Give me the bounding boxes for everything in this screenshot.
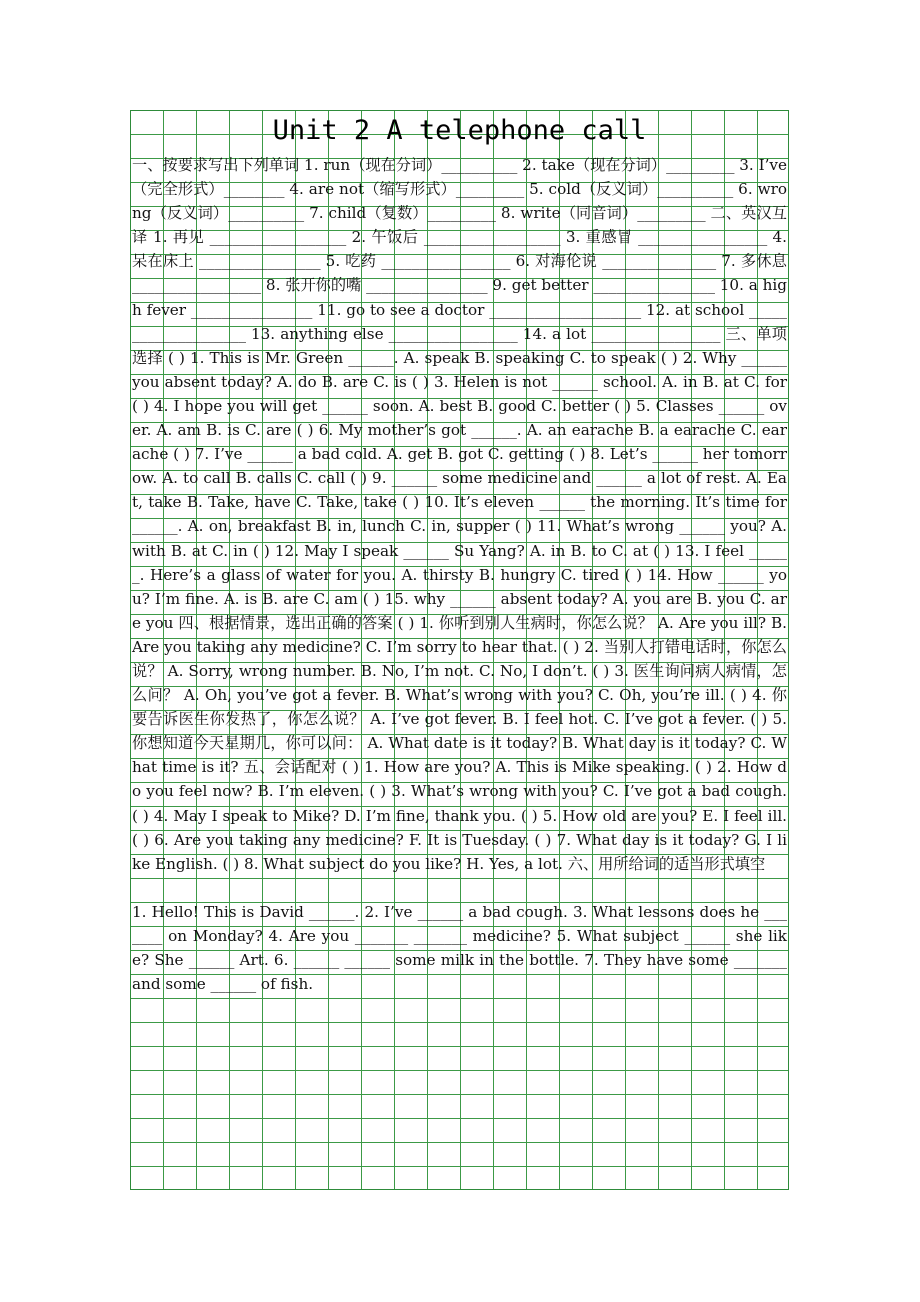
- paragraph-gap: [132, 876, 787, 900]
- worksheet-body: [131, 153, 788, 996]
- page-title: Unit 2 A telephone call: [272, 115, 647, 146]
- worksheet-page: [130, 110, 789, 1190]
- exercise-paragraph-fill: 1. Hello! This is David ______. 2. I’ve ______ a bad cough. 3. What lessons does he _______ on Monday? 4. Are you _______ _______ medicine? 5. What subject ______ she like? She ______ Art. 6. ______ ______ some milk in the bottle. 7. They have some _______ and some ______ of fish.: [132, 902, 787, 994]
- exercise-paragraph-main: 一、按要求写出下列单词 1. run（现在分词）__________ 2. take（现在分词）_________ 3. I’ve（完全形式）________ 4. are not（缩写形式）_________ 5. cold（反义词）__________ 6. wrong（反义词）__________ 7. child（复数）_________ 8. write（同音词）_________ 二、英汉互译 1. 再见 __________________ 2. 午饭后 __________________ 3. 重感冒 _________________ 4. 呆在床上 ________________ 5. 吃药 _________________ 6. 对海伦说 _______________ 7. 多休息 _________________ 8. 张开你的嘴 ________________ 9. get better ________________ 10. a high fever ________________ 11. go to see a doctor ____________________ 12. at school ____________________ 13. anything else _________________ 14. a lot _________________ 三、单项选择 ( ) 1. This is Mr. Green ______. A. speak B. speaking C. to speak ( ) 2. Why ______ you absent today? A. do B. are C. is ( ) 3. Helen is not ______ school. A. in B. at C. for ( ) 4. I hope you will get ______ soon. A. best B. good C. better ( ) 5. Classes ______ over. A. am B. is C. are ( ) 6. My mother’s got ______. A. an earache B. a earache C. earache ( ) 7. I’ve ______ a bad cold. A. get B. got C. getting ( ) 8. Let’s ______ her tomorrow. A. to call B. calls C. call ( ) 9. ______ some medicine and ______ a lot of rest. A. Eat, take B. Take, have C. Take, take ( ) 10. It’s eleven ______ the morning. It’s time for ______. A. on, breakfast B. in, lunch C. in, supper ( ) 11. What’s wrong ______ you? A. with B. at C. in ( ) 12. May I speak ______ Su Yang? A. in B. to C. at ( ) 13. I feel ______. Here’s a glass of water for you. A. thirsty B. hungry C. tired ( ) 14. How ______ you? I’m fine. A. is B. are C. am ( ) 15. why ______ absent today? A. you are B. you C. are you 四、根据情景，选出正确的答案 ( ) 1. 你听到别人生病时，你怎么说？ A. Are you ill? B. Are you taking any medicine? C. I’m sorry to hear that. ( ) 2. 当别人打错电话时，你怎么说？ A. Sorry, wrong number. B. No, I’m not. C. No, I don’t. ( ) 3. 医生询问病人病情，怎么问？ A. Oh, you’ve got a fever. B. What’s wrong with you? C. Oh, you’re ill. ( ) 4. 你要告诉医生你发热了，你怎么说？ A. I’ve got fever. B. I feel hot. C. I’ve got a fever. ( ) 5. 你想知道今天星期几，你可以问： A. What date is it today? B. What day is it today? C. What time is it? 五、会话配对 ( ) 1. How are you? A. This is Mike speaking. ( ) 2. How do you feel now? B. I’m eleven. ( ) 3. What’s wrong with you? C. I’ve got a bad cough. ( ) 4. May I speak to Mike? D. I’m fine, thank you. ( ) 5. How old are you? E. I feel ill. ( ) 6. Are you taking any medicine? F. It is Tuesday. ( ) 7. What day is it today? G. I like English. ( ) 8. What subject do you like? H. Yes, a lot. 六、用所给词的适当形式填空: [132, 156, 787, 873]
